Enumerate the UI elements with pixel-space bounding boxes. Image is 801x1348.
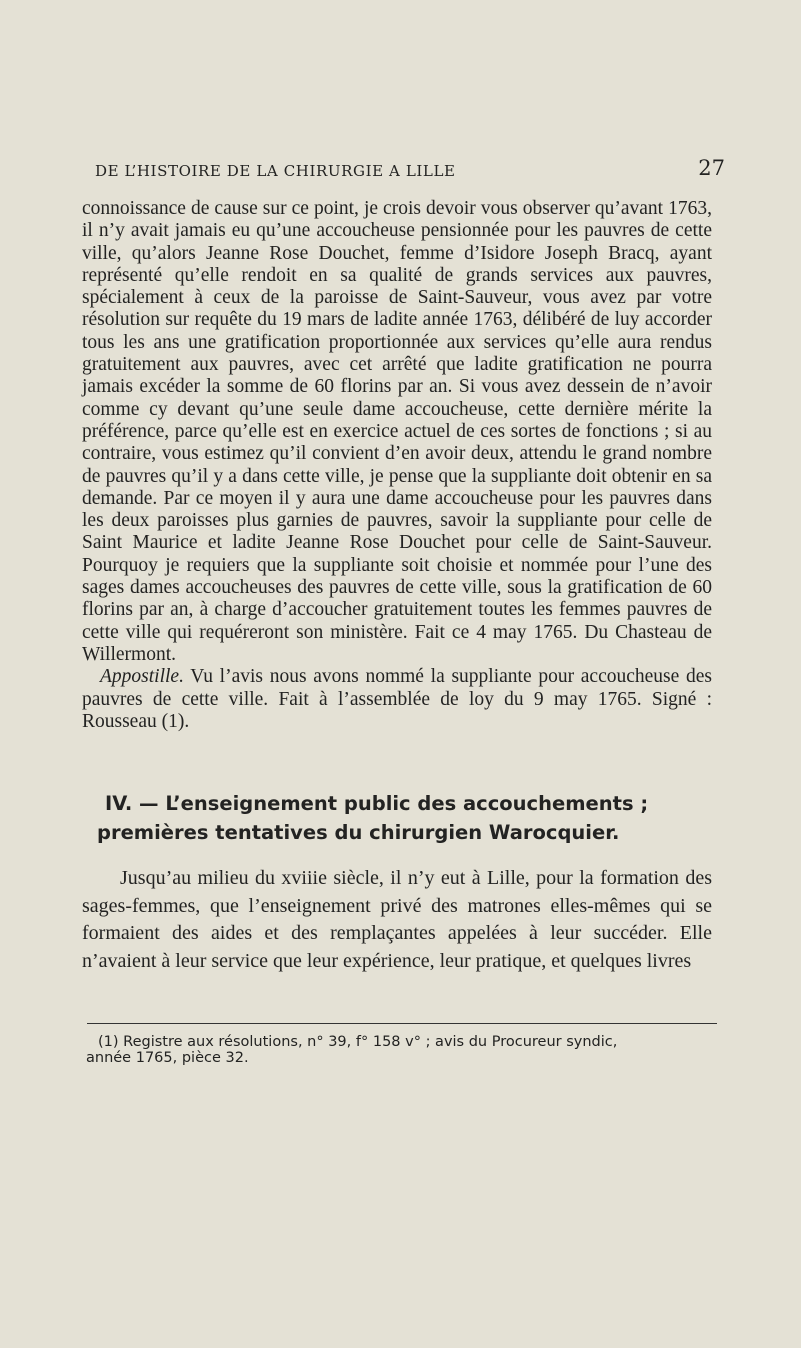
page-number: 27 xyxy=(698,156,725,180)
paragraph-teaching: Jusqu’au milieu du xviiie siècle, il n’y eut à Lille, pour la formation des sages-femmes, que l’enseignement privé des matrones elles-mêmes qui se formaient des aides et des remplaçantes appelées à leur succéder. Elle n’avaient à leur service que leur expérience, leur pratique, et quelques livres xyxy=(82,867,712,972)
section-paragraph xyxy=(82,865,712,975)
section-heading-line-2: premières tentatives du chirurgien Warocquier. xyxy=(97,821,620,844)
paragraph-letter: connoissance de cause sur ce point, je crois devoir vous observer qu’avant 1763, il n’y avait jamais eu qu’une accoucheuse pensionnée pour les pauvres de cette ville, qu’alors Jeanne Rose Douchet, femme d’Isidore Joseph Bracq, ayant représenté qu’elle rendoit en sa qualité de grands services aux pauvres, spécialement à ceux de la paroisse de Saint-Sauveur, vous avez par votre résolution sur requête du 19 mars de ladite année 1763, délibéré de luy accorder tous les ans une gratification proportionnée aux services qu’elle aura rendus gratuitement aux pauvres, avec cet arrêté que ladite gratification ne pourra jamais excéder la somme de 60 florins par an. Si vous avez dessein de n’avoir comme cy devant qu’une seule dame accoucheuse, cette dernière mérite la préférence, parce qu’elle est en exercice actuel de ces sortes de fonctions ; si au contraire, vous estimez qu’il convient d’en avoir deux, attendu le grand nombre de pauvres qu’il y a dans cette ville, je pense que la suppliante doit obtenir en sa demande. Par ce moyen il y aura une dame accoucheuse pour les pauvres dans les deux paroisses plus garnies de pauvres, savoir la suppliante pour celle de Saint Maurice et ladite Jeanne Rose Douchet pour celle de Saint-Sauveur. Pourquoy je requiers que la suppliante soit choisie et nommée pour l’une des sages dames accoucheuses des pauvres de cette ville, sous la gratification de 60 florins par an, à charge d’accoucher gratuitement toutes les femmes pauvres de cette ville qui requéreront son ministère. Fait ce 4 may 1765. Du Chasteau de Willermont. xyxy=(82,198,712,665)
apostille-label: Appostille. xyxy=(100,666,184,688)
footnote-line-2: année 1765, pièce 32. xyxy=(86,1050,249,1066)
footnote-divider xyxy=(87,1023,717,1024)
footnote-line-1: (1) Registre aux résolutions, n° 39, f° 158 v° ; avis du Procureur syndic, xyxy=(98,1034,618,1050)
body-text xyxy=(82,198,712,733)
section-heading-line-1: IV. — L’enseignement public des accouchements ; xyxy=(105,792,649,815)
footnote xyxy=(86,1034,726,1066)
apostille-text: Vu l’avis nous avons nommé la suppliante pour accoucheuse des pauvres de cette ville. Fait à l’assemblée de loy du 9 may 1765. Signé : Rousseau (1). xyxy=(82,666,712,732)
paragraph-apostille xyxy=(82,666,712,733)
section-heading xyxy=(95,789,715,847)
running-title: DE L’HISTOIRE DE LA CHIRURGIE A LILLE xyxy=(95,162,456,180)
